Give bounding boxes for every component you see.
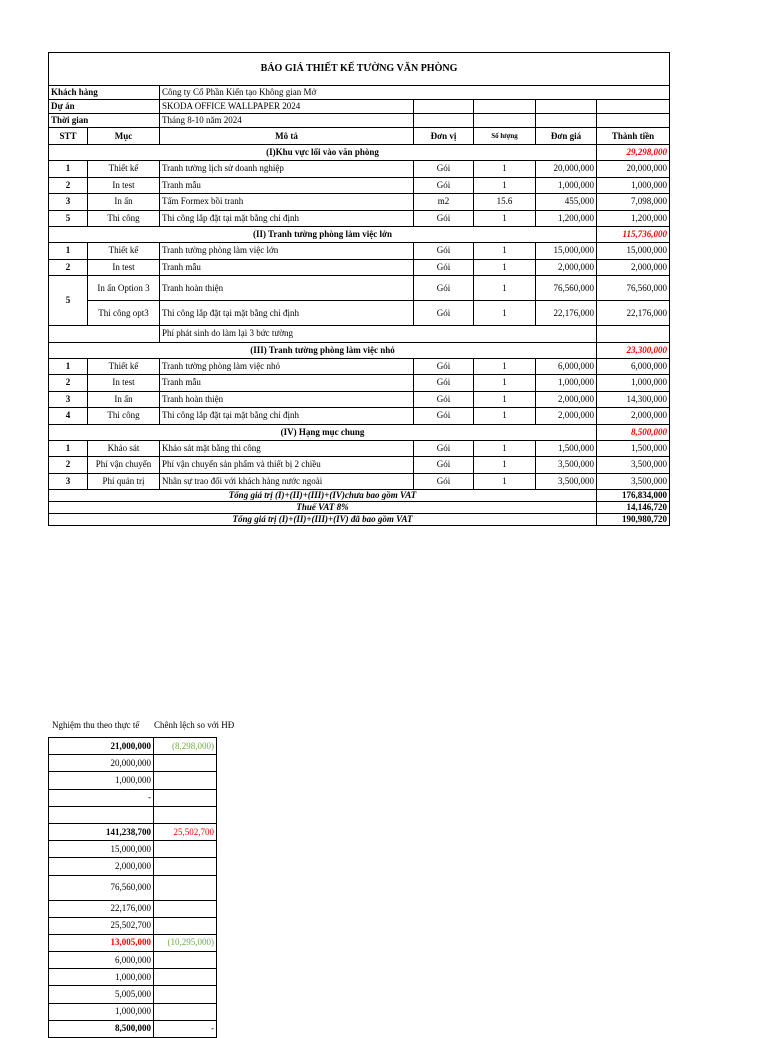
cell-soluong: 1 bbox=[474, 457, 536, 474]
cell-muc: Thiết kế bbox=[88, 358, 160, 375]
accepted-value bbox=[49, 806, 154, 823]
cell-mota: Khảo sát mặt bằng thi công bbox=[160, 440, 414, 457]
note-text: Phí phát sinh do làm lại 3 bức tường bbox=[160, 326, 597, 343]
difference-value bbox=[154, 755, 217, 772]
cell-stt: 5 bbox=[49, 276, 88, 326]
customer-value: Công ty Cổ Phần Kiến tạo Không gian Mở bbox=[160, 86, 670, 100]
cell-mota: Tranh hoàn thiện bbox=[160, 276, 414, 301]
cell-mota: Nhân sự trao đổi với khách hàng nước ngoài bbox=[160, 473, 414, 490]
cell-thanhtien: 6,000,000 bbox=[597, 358, 670, 375]
accepted-value: 6,000,000 bbox=[49, 952, 154, 969]
header-mota: Mô tả bbox=[160, 128, 414, 145]
accepted-value: 1,000,000 bbox=[49, 969, 154, 986]
difference-value bbox=[154, 900, 217, 917]
accepted-value: 1,000,000 bbox=[49, 772, 154, 789]
cell-stt: 2 bbox=[49, 177, 88, 194]
pre-vat-value: 176,834,000 bbox=[597, 490, 670, 502]
customer-label: Khách hàng bbox=[49, 86, 160, 100]
cell-stt: 3 bbox=[49, 473, 88, 490]
difference-value bbox=[154, 986, 217, 1003]
cell-donvi: Gói bbox=[414, 440, 474, 457]
cell-thanhtien: 20,000,000 bbox=[597, 161, 670, 178]
cell-mota: Tấm Formex bồi tranh bbox=[160, 194, 414, 211]
cell-donvi: Gói bbox=[414, 243, 474, 260]
section-title: (I)Khu vực lối vào văn phòng bbox=[49, 145, 597, 161]
difference-value: (10,295,000) bbox=[154, 934, 217, 951]
cell-stt: 5 bbox=[49, 210, 88, 227]
cell-mota: Tranh tường phòng làm việc nhỏ bbox=[160, 358, 414, 375]
acceptance-row bbox=[49, 969, 217, 986]
cell-donvi: Gói bbox=[414, 358, 474, 375]
time-label: Thời gian bbox=[49, 114, 160, 128]
vat-value: 14,146,720 bbox=[597, 502, 670, 514]
header-soluong: Số lượng bbox=[474, 128, 536, 145]
cell-stt: 2 bbox=[49, 457, 88, 474]
acceptance-row bbox=[49, 917, 217, 934]
cell-muc: In ấn bbox=[88, 391, 160, 408]
cell-muc: Phí vận chuyển bbox=[88, 457, 160, 474]
cell-stt: 2 bbox=[49, 259, 88, 276]
difference-value: (8,298,000) bbox=[154, 738, 217, 755]
difference-value bbox=[154, 917, 217, 934]
cell-donvi: Gói bbox=[414, 177, 474, 194]
cell-muc: Thi công opt3 bbox=[88, 301, 160, 326]
cell-thanhtien: 2,000,000 bbox=[597, 408, 670, 425]
cell-thanhtien: 76,560,000 bbox=[597, 276, 670, 301]
cell-dongia: 1,500,000 bbox=[536, 440, 597, 457]
cell-donvi: Gói bbox=[414, 457, 474, 474]
acceptance-row bbox=[49, 772, 217, 789]
accepted-value: 2,000,000 bbox=[49, 858, 154, 875]
cell-stt: 1 bbox=[49, 358, 88, 375]
cell-donvi: Gói bbox=[414, 375, 474, 392]
cell-thanhtien: 3,500,000 bbox=[597, 457, 670, 474]
cell-dongia: 22,176,000 bbox=[536, 301, 597, 326]
cell-soluong: 1 bbox=[474, 243, 536, 260]
section-title: (II) Tranh tường phòng làm việc lớn bbox=[49, 227, 597, 243]
note-row bbox=[49, 326, 670, 343]
document-title: BÁO GIÁ THIẾT KẾ TƯỜNG VĂN PHÒNG bbox=[49, 53, 670, 86]
difference-value bbox=[154, 789, 217, 806]
cell-mota: Phí vận chuyển sản phẩm và thiết bị 2 chiều bbox=[160, 457, 414, 474]
cell-thanhtien: 22,176,000 bbox=[597, 301, 670, 326]
table-row bbox=[49, 276, 670, 301]
cell-stt: 1 bbox=[49, 161, 88, 178]
difference-value bbox=[154, 806, 217, 823]
cell-donvi: Gói bbox=[414, 408, 474, 425]
cell-dongia: 15,000,000 bbox=[536, 243, 597, 260]
project-label: Dự án bbox=[49, 100, 160, 114]
cell-soluong: 1 bbox=[474, 276, 536, 301]
total-value: 190,980,720 bbox=[597, 514, 670, 526]
cell-muc: In ấn Option 3 bbox=[88, 276, 160, 301]
total-label: Tổng giá trị (I)+(II)+(III)+(IV) đã bao gồm VAT bbox=[49, 514, 597, 526]
cell-thanhtien: 1,000,000 bbox=[597, 375, 670, 392]
acceptance-row bbox=[49, 900, 217, 917]
cell-dongia: 76,560,000 bbox=[536, 276, 597, 301]
acceptance-row bbox=[49, 934, 217, 951]
cell-mota: Thi công lắp đặt tại mặt bằng chỉ định bbox=[160, 210, 414, 227]
cell-thanhtien: 1,500,000 bbox=[597, 440, 670, 457]
pre-vat-label: Tổng giá trị (I)+(II)+(III)+(IV)chưa bao gồm VAT bbox=[49, 490, 597, 502]
cell-dongia: 2,000,000 bbox=[536, 391, 597, 408]
acceptance-row bbox=[49, 986, 217, 1003]
cell-mota: Tranh mẫu bbox=[160, 177, 414, 194]
table-row bbox=[49, 210, 670, 227]
cell-stt: 1 bbox=[49, 243, 88, 260]
cell-mota: Tranh tường phòng làm việc lớn bbox=[160, 243, 414, 260]
cell-stt: 3 bbox=[49, 391, 88, 408]
section-total: 23,300,000 bbox=[597, 342, 670, 358]
accepted-value: 8,500,000 bbox=[49, 1020, 154, 1037]
cell-soluong: 1 bbox=[474, 408, 536, 425]
cell-soluong: 1 bbox=[474, 440, 536, 457]
accepted-value: 1,000,000 bbox=[49, 1003, 154, 1020]
acceptance-headers bbox=[52, 720, 234, 730]
section-title: (IV) Hạng mục chung bbox=[49, 424, 597, 440]
cell-dongia: 1,000,000 bbox=[536, 177, 597, 194]
cell-soluong: 1 bbox=[474, 473, 536, 490]
accepted-value: 25,502,700 bbox=[49, 917, 154, 934]
cell-donvi: Gói bbox=[414, 210, 474, 227]
cell-soluong: 1 bbox=[474, 259, 536, 276]
table-row bbox=[49, 391, 670, 408]
cell-muc: In test bbox=[88, 259, 160, 276]
acceptance-row bbox=[49, 858, 217, 875]
header-stt: STT bbox=[49, 128, 88, 145]
cell-dongia: 2,000,000 bbox=[536, 408, 597, 425]
accepted-value: 141,238,700 bbox=[49, 823, 154, 840]
cell-donvi: Gói bbox=[414, 259, 474, 276]
acceptance-table bbox=[48, 737, 217, 1038]
table-row bbox=[49, 301, 670, 326]
difference-value bbox=[154, 1003, 217, 1020]
table-row bbox=[49, 473, 670, 490]
cell-dongia: 1,200,000 bbox=[536, 210, 597, 227]
cell-soluong: 1 bbox=[474, 391, 536, 408]
cell-dongia: 455,000 bbox=[536, 194, 597, 211]
cell-mota: Tranh hoàn thiện bbox=[160, 391, 414, 408]
acceptance-row bbox=[49, 1020, 217, 1037]
acceptance-col1-header: Nghiệm thu theo thực tế bbox=[52, 720, 140, 730]
cell-donvi: Gói bbox=[414, 391, 474, 408]
table-row bbox=[49, 440, 670, 457]
cell-muc: Khảo sát bbox=[88, 440, 160, 457]
table-row bbox=[49, 194, 670, 211]
cell-soluong: 1 bbox=[474, 161, 536, 178]
table-row bbox=[49, 358, 670, 375]
header-dongia: Đơn giá bbox=[536, 128, 597, 145]
table-row bbox=[49, 161, 670, 178]
quote-table bbox=[48, 52, 670, 526]
difference-value: 25,502,700 bbox=[154, 823, 217, 840]
table-row bbox=[49, 375, 670, 392]
cell-dongia: 6,000,000 bbox=[536, 358, 597, 375]
cell-donvi: Gói bbox=[414, 161, 474, 178]
cell-stt: 3 bbox=[49, 194, 88, 211]
cell-thanhtien: 1,000,000 bbox=[597, 177, 670, 194]
cell-soluong: 1 bbox=[474, 177, 536, 194]
difference-value: - bbox=[154, 1020, 217, 1037]
cell-stt: 1 bbox=[49, 440, 88, 457]
header-muc: Mục bbox=[88, 128, 160, 145]
cell-mota: Tranh tường lịch sử doanh nghiệp bbox=[160, 161, 414, 178]
cell-stt: 2 bbox=[49, 375, 88, 392]
header-thanhtien: Thành tiền bbox=[597, 128, 670, 145]
cell-dongia: 1,000,000 bbox=[536, 375, 597, 392]
cell-soluong: 1 bbox=[474, 210, 536, 227]
difference-value bbox=[154, 952, 217, 969]
section-total: 29,298,000 bbox=[597, 145, 670, 161]
accepted-value: - bbox=[49, 789, 154, 806]
accepted-value: 76,560,000 bbox=[49, 875, 154, 900]
cell-dongia: 3,500,000 bbox=[536, 473, 597, 490]
cell-soluong: 1 bbox=[474, 375, 536, 392]
cell-thanhtien: 14,300,000 bbox=[597, 391, 670, 408]
cell-thanhtien: 3,500,000 bbox=[597, 473, 670, 490]
difference-value bbox=[154, 875, 217, 900]
cell-thanhtien: 7,098,000 bbox=[597, 194, 670, 211]
header-donvi: Đơn vị bbox=[414, 128, 474, 145]
cell-muc: Thiết kế bbox=[88, 161, 160, 178]
section-total: 115,736,000 bbox=[597, 227, 670, 243]
cell-soluong: 1 bbox=[474, 301, 536, 326]
acceptance-row bbox=[49, 789, 217, 806]
cell-donvi: Gói bbox=[414, 301, 474, 326]
difference-value bbox=[154, 969, 217, 986]
table-row bbox=[49, 408, 670, 425]
accepted-value: 15,000,000 bbox=[49, 841, 154, 858]
acceptance-row bbox=[49, 738, 217, 755]
cell-mota: Tranh mẫu bbox=[160, 259, 414, 276]
cell-donvi: Gói bbox=[414, 473, 474, 490]
cell-muc: Thi công bbox=[88, 210, 160, 227]
acceptance-row bbox=[49, 1003, 217, 1020]
acceptance-row bbox=[49, 952, 217, 969]
vat-label: Thuế VAT 8% bbox=[49, 502, 597, 514]
cell-muc: Thi công bbox=[88, 408, 160, 425]
section-title: (III) Tranh tường phòng làm việc nhỏ bbox=[49, 342, 597, 358]
cell-dongia: 3,500,000 bbox=[536, 457, 597, 474]
acceptance-row bbox=[49, 806, 217, 823]
difference-value bbox=[154, 772, 217, 789]
acceptance-row bbox=[49, 755, 217, 772]
cell-donvi: m2 bbox=[414, 194, 474, 211]
cell-dongia: 2,000,000 bbox=[536, 259, 597, 276]
acceptance-row bbox=[49, 841, 217, 858]
table-row bbox=[49, 243, 670, 260]
cell-muc: In test bbox=[88, 375, 160, 392]
cell-muc: In test bbox=[88, 177, 160, 194]
cell-mota: Tranh mẫu bbox=[160, 375, 414, 392]
table-row bbox=[49, 259, 670, 276]
cell-muc: Thiết kế bbox=[88, 243, 160, 260]
cell-thanhtien: 1,200,000 bbox=[597, 210, 670, 227]
time-value: Tháng 8-10 năm 2024 bbox=[160, 114, 414, 128]
cell-stt: 4 bbox=[49, 408, 88, 425]
cell-muc: In ấn bbox=[88, 194, 160, 211]
accepted-value: 22,176,000 bbox=[49, 900, 154, 917]
accepted-value: 20,000,000 bbox=[49, 755, 154, 772]
acceptance-col2-header: Chênh lệch so với HĐ bbox=[154, 720, 235, 730]
project-value: SKODA OFFICE WALLPAPER 2024 bbox=[160, 100, 414, 114]
table-row bbox=[49, 457, 670, 474]
cell-mota: Thi công lắp đặt tại mặt bằng chỉ định bbox=[160, 408, 414, 425]
section-total: 8,500,000 bbox=[597, 424, 670, 440]
cell-thanhtien: 15,000,000 bbox=[597, 243, 670, 260]
cell-mota: Thi công lắp đặt tại mặt bằng chỉ định bbox=[160, 301, 414, 326]
cell-dongia: 20,000,000 bbox=[536, 161, 597, 178]
cell-muc: Phí quản trị bbox=[88, 473, 160, 490]
cell-donvi: Gói bbox=[414, 276, 474, 301]
accepted-value: 13,005,000 bbox=[49, 934, 154, 951]
acceptance-row bbox=[49, 823, 217, 840]
cell-thanhtien: 2,000,000 bbox=[597, 259, 670, 276]
cell-soluong: 15.6 bbox=[474, 194, 536, 211]
difference-value bbox=[154, 841, 217, 858]
accepted-value: 21,000,000 bbox=[49, 738, 154, 755]
difference-value bbox=[154, 858, 217, 875]
acceptance-row bbox=[49, 875, 217, 900]
cell-soluong: 1 bbox=[474, 358, 536, 375]
accepted-value: 5,005,000 bbox=[49, 986, 154, 1003]
table-row bbox=[49, 177, 670, 194]
